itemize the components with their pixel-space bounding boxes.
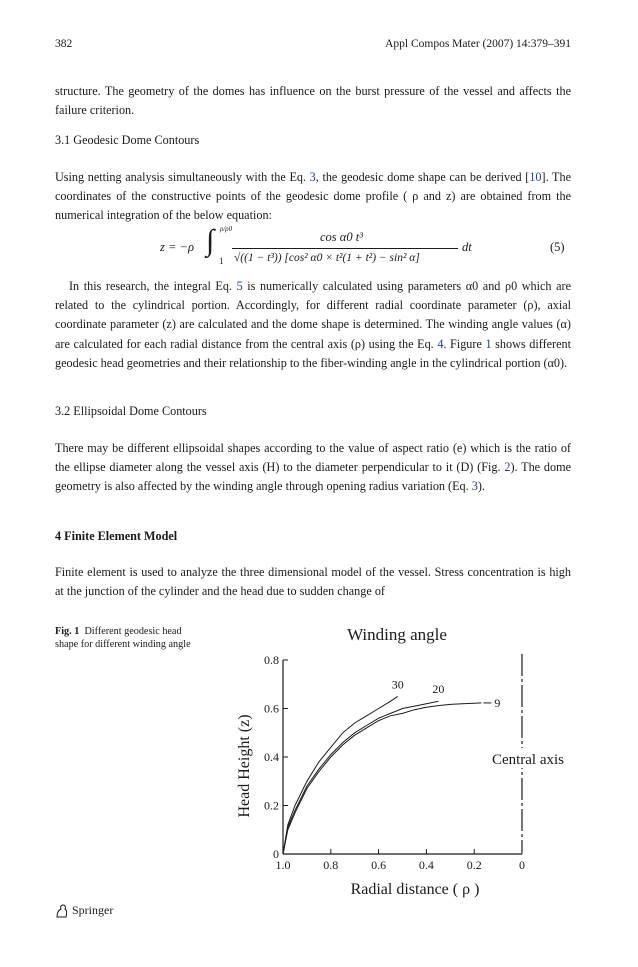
series-label-30: 30 [391,677,404,692]
series-label-20: 20 [432,682,445,697]
x-axis-label: Radial distance ( ρ ) [350,881,480,898]
publisher-footer [55,903,113,918]
paragraph-integral: In this research, the integral Eq. 5 is numerically calculated using parameters α0 and ρ0 which are related to the cylindrical portion. Accordingly, for different radial coordinate parameter (ρ), axial coordinate parameter (z) are calculated and the dome shape is determined. The winding angle values (α) are calculated for each radial distance from the central axis (ρ) using the Eq. 4. Figure 1 shows different geodesic head geometries and their relationship to the fiber-winding angle in the cylindrical portion (α0). [55,279,571,370]
section-heading-3-1: 3.1 Geodesic Dome Contours [55,133,200,147]
figure-caption-text: Different geodesic head shape for different winding angle [55,626,191,650]
springer-logo-text: Springer [72,903,114,917]
equation-dt: dt [462,240,472,254]
x-tick-label: 0.6 [371,858,387,872]
x-tick-label: 1.0 [275,858,291,872]
integral-sign: ∫ [206,224,215,257]
integral-lower-limit: 1 [219,256,224,266]
paragraph-finite-element: Finite element is used to analyze the three dimensional model of the vessel. Stress concentration is high at the junction of the cylinder and the head due to sudden change of [55,565,571,599]
figure-2-link[interactable]: 2 [504,460,511,475]
equation-numerator: cos α0 t³ [320,230,363,244]
paragraph-geodesic: Using netting analysis simultaneously with the Eq. 3, the geodesic dome shape can be derived [10]. The coordinates of the constructive points of the geodesic dome profile ( ρ and z) are obtained from the numerical integration of the below equation: [55,170,571,223]
fraction-bar [232,248,458,249]
journal-header: Appl Compos Mater (2007) 14:379–391 [385,38,571,50]
figure-label: Fig. 1 [55,626,80,637]
y-tick-label: 0.6 [264,701,279,716]
y-tick-label: 0 [273,847,279,861]
equation-denominator: √((1 − t³)) [cos² α0 × t²(1 + t²) − sin² α] [234,252,420,264]
x-tick-label: 0.2 [466,858,482,872]
paragraph-intro: structure. The geometry of the domes has influence on the burst pressure of the vessel and affects the failure criterion. [55,84,571,118]
reference-10-link[interactable]: 10 [529,170,542,184]
section-heading-3-2: 3.2 Ellipsoidal Dome Contours [55,404,207,418]
geodesic-dome-chart [225,618,595,900]
equation-5 [0,223,638,273]
paragraph-ellipsoidal: There may be different ellipsoidal shapes according to the value of aspect ratio (e) which is the ratio of the ellipse diameter along the vessel axis (H) to the diameter perpendicular to it (D) (Fig. 2). The dome geometry is also affected by the winding angle through opening radius variation (Eq. 3). [55,441,571,494]
y-tick-label: 0.8 [264,653,279,667]
y-tick-label: 0.4 [264,750,279,764]
figure-caption [55,626,205,651]
y-tick-label: 0.2 [264,798,279,813]
eq-5-link[interactable]: 5 [236,279,243,293]
eq-4-link[interactable]: 4 [437,336,444,351]
series-label-9: 9 [494,695,501,710]
chart-title: Winding angle [347,625,447,644]
chart-curves [283,696,481,854]
eq-3-link[interactable]: 3 [309,170,316,184]
eq-3-link-2[interactable]: 3 [471,479,478,494]
y-axis-label: Head Height (z) [236,714,253,818]
equation-number: (5) [550,240,565,254]
section-heading-4: 4 Finite Element Model [55,529,178,543]
page-number: 382 [55,38,73,50]
springer-horse-icon [55,904,68,918]
central-axis-label: Central axis [491,752,565,768]
x-tick-label: 0 [519,858,525,872]
curve-20 [283,701,438,854]
figure-1-link[interactable]: 1 [485,336,492,351]
x-tick-label: 0.4 [418,858,434,872]
equation-lhs: z = −ρ [160,240,194,254]
x-tick-label: 0.8 [323,858,339,872]
integral-upper-limit: ρ/ρ0 [220,225,233,233]
